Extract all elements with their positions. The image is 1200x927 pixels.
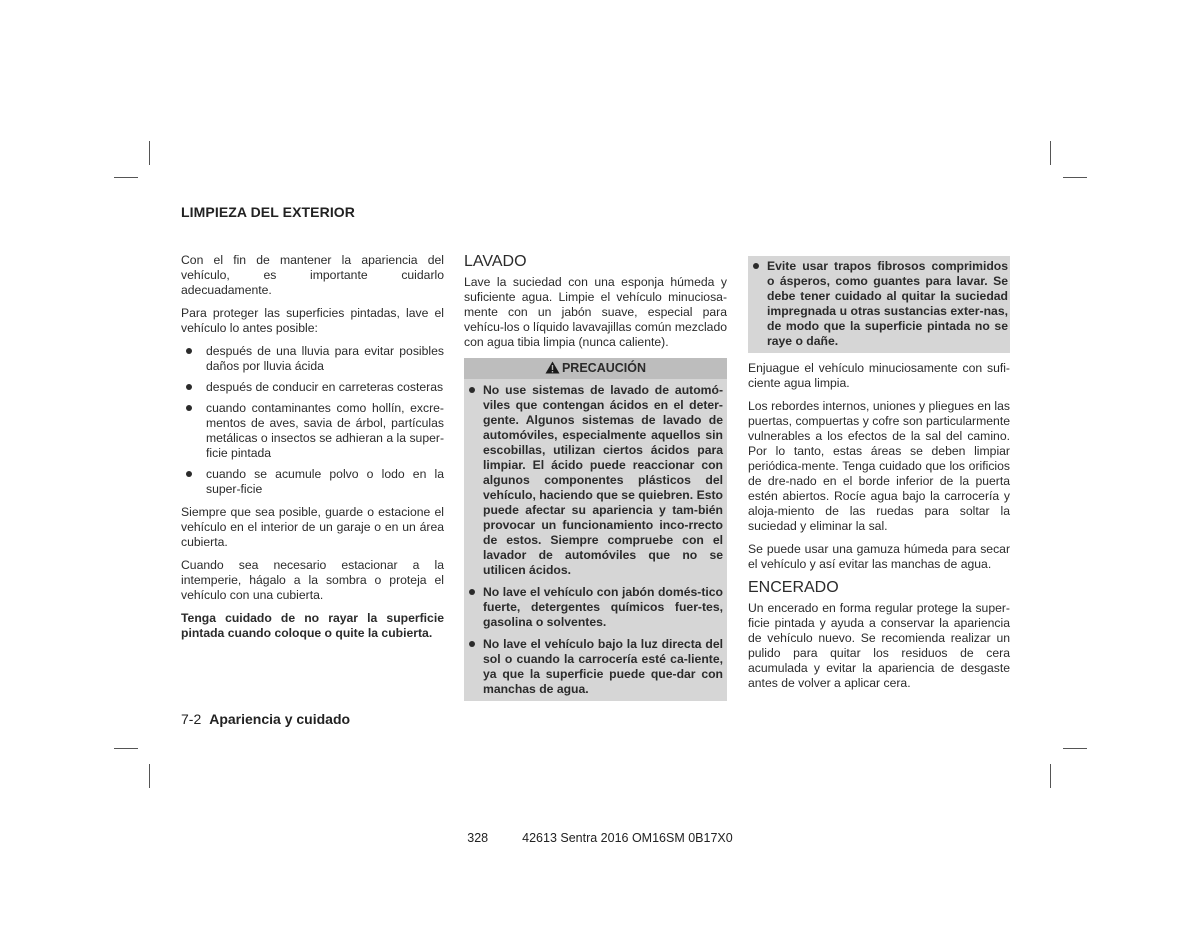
caution-continuation-box xyxy=(748,256,1010,353)
page-number: 328 xyxy=(467,831,489,845)
cover-warning-paragraph: Tenga cuidado de no rayar la superficie pintada cuando coloque o quite la cubierta. xyxy=(181,611,444,640)
crop-mark-top-left-horizontal xyxy=(114,177,138,178)
crop-mark-top-right-horizontal xyxy=(1063,177,1087,178)
caution-item: No lave el vehículo con jabón domés-tico fuerte, detergentes químicos fuer-tes, gasolina o solventes. xyxy=(466,585,723,630)
caution-header xyxy=(464,358,727,379)
list-item: cuando se acumule polvo o lodo en la super-ficie xyxy=(181,467,444,497)
document-code: 42613 Sentra 2016 OM16SM 0B17X0 xyxy=(522,831,733,845)
crop-mark-top-right-vertical xyxy=(1050,141,1051,165)
caution-list xyxy=(464,379,727,701)
chapter-name: Apariencia y cuidado xyxy=(209,711,351,727)
list-item: cuando contaminantes como hollín, excre-mentos de aves, savia de árbol, partículas metálicas o insectos se adhieran a la super-ficie pintada xyxy=(181,401,444,461)
caution-box xyxy=(464,358,727,701)
wash-conditions-list xyxy=(181,344,444,497)
list-item: después de conducir en carreteras costeras xyxy=(181,380,444,395)
waxing-paragraph: Un encerado en forma regular protege la super-ficie pintada y ayuda a conservar la apariencia de vehículo nuevo. Se recomienda realizar un pulido para quitar los residuos de cera acumulada y evitar la apariencia de desgaste antes de volver a aplicar cera. xyxy=(748,601,1010,690)
warning-triangle-icon xyxy=(545,361,562,375)
print-info-line xyxy=(0,831,1200,845)
column-left xyxy=(181,253,444,649)
washing-paragraph: Lave la suciedad con una esponja húmeda y suficiente agua. Limpie el vehículo minuciosa-mente con un jabón suave, especial para vehícu-los o líquido lavavajillas común mezclado con agua tibia limpia (nunca caliente). xyxy=(464,275,727,349)
caution-item: No lave el vehículo bajo la luz directa del sol o cuando la carrocería esté ca-liente, ya que la superficie puede que-dar con manchas de agua. xyxy=(466,637,723,697)
column-middle xyxy=(464,254,727,701)
column-right xyxy=(748,256,1010,699)
protect-paragraph: Para proteger las superficies pintadas, lave el vehículo lo antes posible: xyxy=(181,306,444,335)
section-title: LIMPIEZA DEL EXTERIOR xyxy=(181,204,356,220)
crop-mark-bottom-right-horizontal xyxy=(1063,748,1087,749)
caution-title: PRECAUCIÓN xyxy=(561,361,647,375)
garage-paragraph: Siempre que sea posible, guarde o estacione el vehículo en el interior de un garaje o en un área cubierta. xyxy=(181,505,444,549)
caution-item: No use sistemas de lavado de automó-viles que contengan ácidos en el deter-gente. Algunos sistemas de lavado de automóviles, especialmente aquellos sin escobillas, utilizan ciertos ácidos para limpiar. El ácido puede reaccionar con algunos componentes plásticos del vehículo, haciendo que se quiebren. Esto puede afectar su apariencia y tam-bién provocar un funcionamiento inco-rrecto de estos. Siempre compruebe con el lavador de automóviles que no se utilicen ácidos. xyxy=(466,383,723,578)
page-reference: 7-2 xyxy=(181,711,202,727)
crop-mark-bottom-left-vertical xyxy=(149,764,150,788)
rinse-paragraph: Enjuague el vehículo minuciosamente con sufi-ciente agua limpia. xyxy=(748,361,1010,390)
crop-mark-bottom-right-vertical xyxy=(1050,764,1051,788)
salt-paragraph: Los rebordes internos, uniones y pliegues en las puertas, compuertas y cofre son particularmente vulnerables a los efectos de la sal del camino. Por lo tanto, estas áreas se deben limpiar periódica-mente. Tenga cuidado que los orificios de dre-nado en el borde inferior de la puerta estén abiertos. Rocíe agua bajo la carrocería y aloja-miento de las ruedas para soltar la suciedad y eliminar la sal. xyxy=(748,399,1010,533)
washing-heading: LAVADO xyxy=(464,253,527,270)
list-item: después de una lluvia para evitar posibles daños por lluvia ácida xyxy=(181,344,444,374)
chamois-paragraph: Se puede usar una gamuza húmeda para secar el vehículo y así evitar las manchas de agua. xyxy=(748,542,1010,571)
waxing-heading: ENCERADO xyxy=(748,579,839,596)
intro-paragraph: Con el fin de mantener la apariencia del vehículo, es importante cuidarlo adecuadamente. xyxy=(181,253,444,297)
caution-item: Evite usar trapos fibrosos comprimidos o ásperos, como guantes para lavar. Se debe tener cuidado al quitar la suciedad impregnada u otras sustancias exter-nas, de modo que la superficie pintada no se raye o dañe. xyxy=(750,259,1008,349)
crop-mark-top-left-vertical xyxy=(149,141,150,165)
page-footer xyxy=(181,711,350,727)
crop-mark-bottom-left-horizontal xyxy=(114,748,138,749)
outdoor-paragraph: Cuando sea necesario estacionar a la intemperie, hágalo a la sombra o proteja el vehículo con una cubierta. xyxy=(181,558,444,602)
